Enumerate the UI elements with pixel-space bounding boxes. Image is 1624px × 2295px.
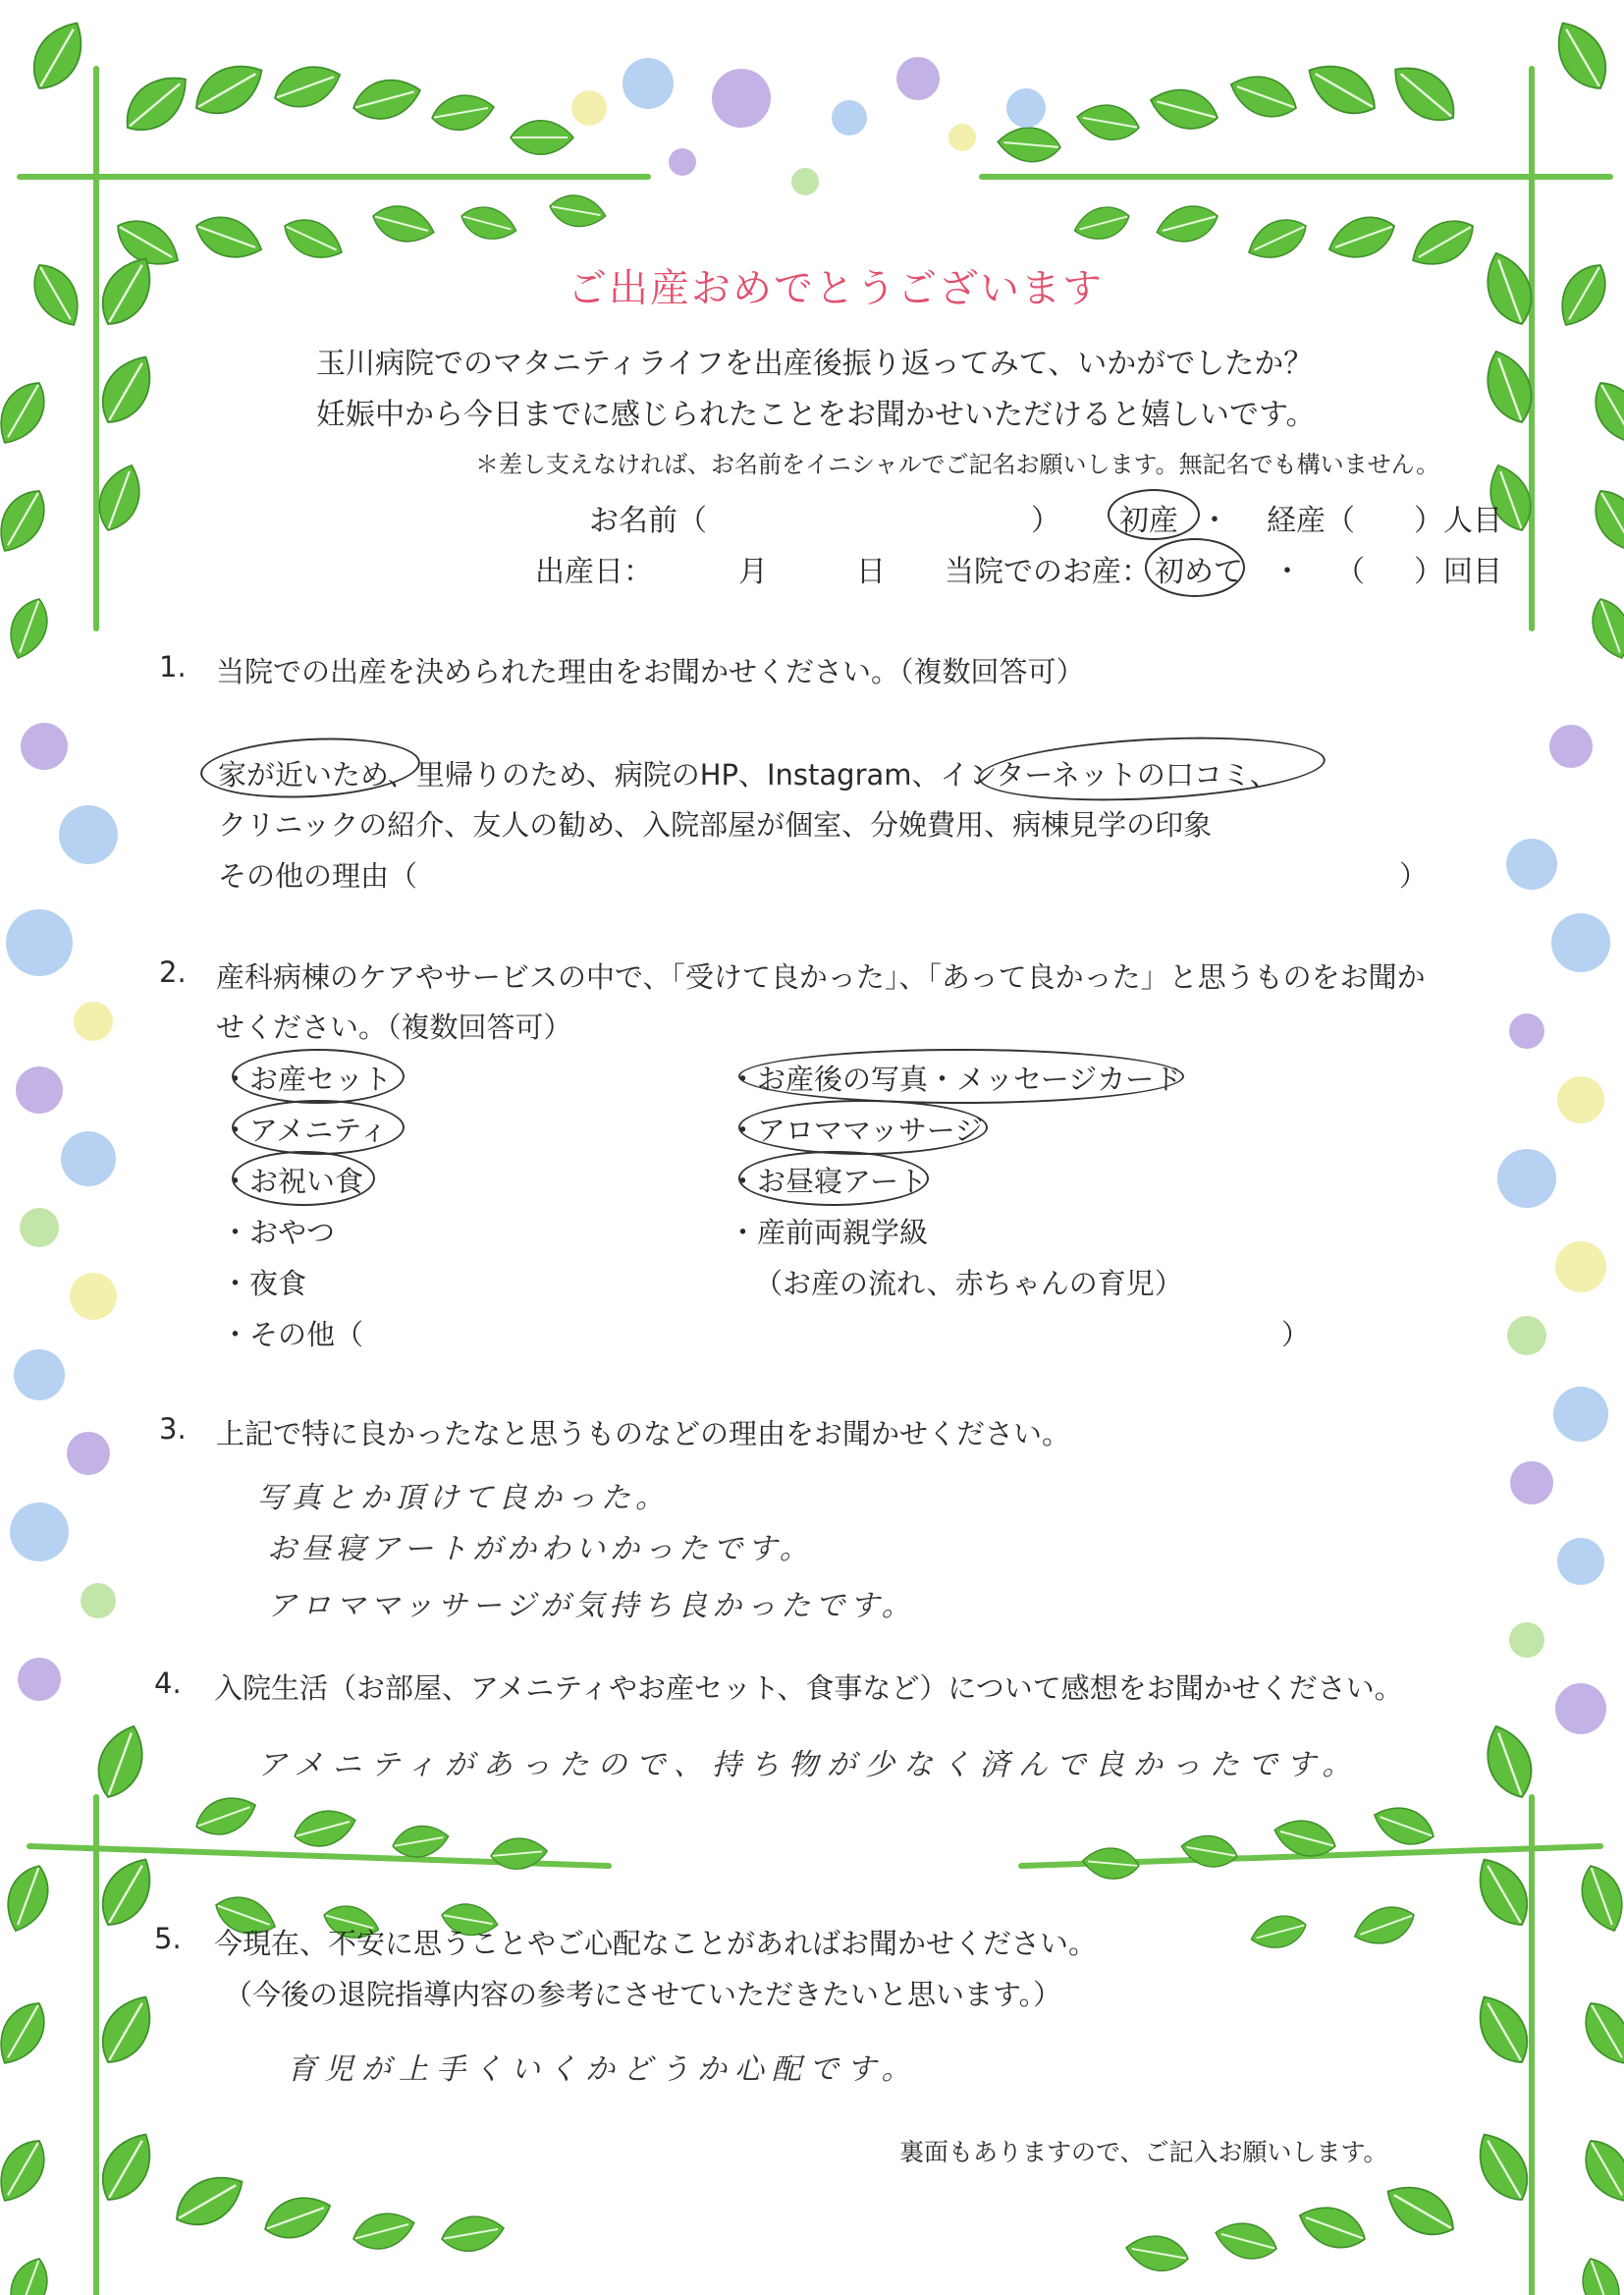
q2-question-line-1: 産科病棟のケアやサービスの中で、「受けて良かった」、「あって良かった」と思うものをお聞か xyxy=(216,960,1426,994)
leaf-icon xyxy=(1349,1899,1420,1952)
first-birth-option: 初産 xyxy=(1119,504,1178,538)
leaf-icon xyxy=(2,593,55,664)
q2-option-nap-art: ・お昼寝アート xyxy=(729,1165,928,1198)
q2-question-line-2: せください。（複数回答可） xyxy=(216,1011,572,1044)
q4-question: 入院生活（お部屋、アメニティやお産セット、食事など）について感想をお聞かせください。 xyxy=(214,1671,1403,1705)
q2-option-other-label: ・その他（ xyxy=(221,1318,364,1351)
q5-answer: 育児が上手くいくかどうか心配です。 xyxy=(287,2052,919,2087)
leaf-icon xyxy=(1378,2174,1463,2247)
leaf-icon xyxy=(1081,1846,1140,1882)
q2-option-parent-class: ・産前両親学級 xyxy=(729,1216,929,1249)
leaf-icon xyxy=(2,2253,55,2295)
leaf-icon xyxy=(1382,54,1466,134)
pastel-dot xyxy=(61,1131,116,1186)
leaf-icon xyxy=(429,90,497,135)
leaf-icon xyxy=(1123,2231,1191,2275)
q2-option-snack: ・おやつ xyxy=(221,1216,336,1249)
q1-options-middle: 里帰りのため、病院のHP、Instagram、 xyxy=(415,758,941,792)
q3-number: 3. xyxy=(159,1412,187,1446)
leaf-icon xyxy=(1299,53,1384,126)
name-field-close: ） xyxy=(1031,504,1060,538)
q2-number: 2. xyxy=(159,956,187,989)
leaf-icon xyxy=(1404,210,1483,277)
leaf-icon xyxy=(90,1987,163,2072)
pastel-dot xyxy=(1551,913,1610,972)
leaf-icon xyxy=(187,53,272,126)
leaf-icon xyxy=(1467,2124,1540,2210)
pastel-dot xyxy=(14,1349,65,1400)
leaf-icon xyxy=(511,121,573,155)
q2-option-aroma-massage: ・アロママッサージ xyxy=(729,1114,984,1147)
leaf-icon xyxy=(1212,2216,1281,2266)
pastel-dot xyxy=(59,805,118,864)
birth-day-label: 日 xyxy=(856,555,886,589)
leaf-icon xyxy=(439,2212,507,2256)
leaf-icon xyxy=(22,13,94,98)
leaf-icon xyxy=(1153,199,1222,248)
leaf-icon xyxy=(90,459,149,536)
q1-option-internet: インターネットの口コミ xyxy=(940,758,1250,792)
pastel-dot xyxy=(669,148,696,176)
q1-question: 当院での出産を決められた理由をお聞かせください。（複数回答可） xyxy=(216,655,1085,688)
pastel-dot xyxy=(948,124,976,151)
pastel-dot xyxy=(74,1002,113,1041)
leaf-icon xyxy=(1545,13,1618,98)
leaf-icon xyxy=(1146,82,1222,136)
pastel-dot xyxy=(1509,1622,1544,1658)
pastel-dot xyxy=(1497,1149,1556,1208)
q2-option-other-close: ） xyxy=(1281,1318,1311,1351)
pastel-dot xyxy=(712,69,771,128)
pastel-dot xyxy=(1553,1387,1608,1442)
pastel-dot xyxy=(18,1658,61,1701)
pastel-dot xyxy=(1557,1076,1604,1123)
leaf-icon xyxy=(1549,256,1616,335)
pastel-dot xyxy=(70,1273,117,1320)
birth-date-label: 出産日： xyxy=(535,555,653,589)
leaf-icon xyxy=(167,2164,252,2237)
leaf-icon xyxy=(269,57,347,116)
bullet-separator: ・ xyxy=(1200,504,1229,538)
leaf-icon xyxy=(547,191,608,232)
bullet-separator-2: ・ xyxy=(1272,555,1302,589)
leaf-icon xyxy=(1467,1849,1540,1935)
leaf-icon xyxy=(90,347,163,432)
experienced-birth-option: 経産（ xyxy=(1267,504,1355,538)
q1-separator: 、 xyxy=(387,758,416,792)
q4-answer: アメニティがあったので、持ち物が少なく済んで良かったです。 xyxy=(257,1748,1361,1782)
pastel-dot xyxy=(1506,839,1557,890)
q3-question: 上記で特に良かったなと思うものなどの理由をお聞かせください。 xyxy=(216,1417,1071,1450)
leaf-icon xyxy=(24,256,90,335)
leaf-icon xyxy=(1575,1994,1624,2073)
q2-option-amenity: ・アメニティ xyxy=(221,1114,388,1147)
leaf-icon xyxy=(291,1804,360,1853)
leaf-icon xyxy=(1585,482,1624,561)
birth-month-label: 月 xyxy=(738,555,768,589)
leaf-icon xyxy=(190,208,268,267)
leaf-icon xyxy=(1467,1987,1540,2072)
pastel-dot xyxy=(791,168,819,195)
leaf-icon xyxy=(1242,210,1314,267)
q1-number: 1. xyxy=(159,650,187,683)
q1-other-reason-label: その他の理由（ xyxy=(218,859,418,893)
q3-answer-line-2: お昼寝アートがかわいかったです。 xyxy=(267,1532,814,1566)
leaf-icon xyxy=(90,2124,163,2210)
leaf-icon xyxy=(1575,2253,1624,2295)
intro-line-2: 妊娠中から今日までに感じられたことをお聞かせいただけると嬉しいです。 xyxy=(316,398,1316,432)
leaf-icon xyxy=(1585,593,1624,664)
q5-question-line-2: （今後の退院指導内容の参考にさせていただきたいと思います。） xyxy=(224,1978,1062,2011)
leaf-icon xyxy=(1224,67,1302,126)
first-time-option: 初めて xyxy=(1155,555,1243,589)
leaf-icon xyxy=(0,1860,57,1938)
q1-options-line-1 xyxy=(218,753,1278,793)
pastel-dot xyxy=(1006,88,1046,128)
leaf-icon xyxy=(458,201,520,246)
pastel-dot xyxy=(1557,1538,1604,1585)
leaf-icon xyxy=(1179,1831,1240,1872)
q4-number: 4. xyxy=(154,1667,182,1700)
pastel-dot xyxy=(10,1503,69,1561)
leaf-icon xyxy=(259,2188,337,2247)
leaf-icon xyxy=(369,199,439,248)
pastel-dot xyxy=(623,58,674,109)
leaf-icon xyxy=(349,72,425,126)
times-suffix: ）回目 xyxy=(1414,555,1502,589)
leaf-icon xyxy=(115,64,198,143)
leaf-icon xyxy=(1323,208,1400,267)
leaf-icon xyxy=(0,374,55,453)
q1-separator-2: 、 xyxy=(1249,758,1278,792)
pastel-dot xyxy=(1507,1316,1546,1355)
leaf-icon xyxy=(1369,1799,1439,1852)
pastel-dot xyxy=(1555,1683,1606,1734)
pastel-dot xyxy=(81,1583,116,1618)
leaf-icon xyxy=(90,1849,163,1935)
leaf-icon xyxy=(278,210,350,267)
q2-option-birth-set: ・お産セット xyxy=(221,1063,393,1096)
q3-answer-line-3: アロママッサージが気持ち良かったです。 xyxy=(267,1589,916,1623)
q2-option-celebration-meal: ・お祝い食 xyxy=(221,1165,364,1198)
q5-number: 5. xyxy=(154,1922,182,1955)
leaf-icon xyxy=(1477,1720,1541,1804)
leaf-icon xyxy=(89,1720,153,1804)
leaf-icon xyxy=(0,482,55,561)
q2-option-photo-card: ・お産後の写真・メッセージカード xyxy=(729,1063,1183,1096)
times-open: （ xyxy=(1335,555,1365,589)
leaf-icon xyxy=(1074,100,1142,144)
leaf-icon xyxy=(1070,201,1133,246)
pastel-dot xyxy=(67,1432,110,1475)
name-label: お名前（ xyxy=(589,504,707,538)
initials-note: ＊差し支えなければ、お名前をイニシャルでご記名お願いします。無記名でも構いません。 xyxy=(475,451,1440,478)
leaf-icon xyxy=(350,2207,419,2256)
pastel-dot xyxy=(1510,1461,1553,1504)
leaf-icon xyxy=(0,2132,55,2211)
q3-answer-line-1: 写真とか頂けて良かった。 xyxy=(257,1481,670,1515)
pastel-dot xyxy=(1555,1241,1606,1292)
q2-option-night-meal: ・夜食 xyxy=(221,1267,307,1300)
pastel-dot xyxy=(1549,725,1593,768)
q1-options-line-2: クリニックの紹介、友人の勧め、入院部屋が個室、分娩費用、病棟見学の印象 xyxy=(218,808,1213,842)
leaf-icon xyxy=(1293,2198,1371,2257)
leaf-icon xyxy=(997,125,1062,164)
pastel-dot xyxy=(896,57,940,100)
q5-question-line-1: 今現在、不安に思うことやご心配なことがあればお聞かせください。 xyxy=(214,1927,1098,1960)
intro-line-1: 玉川病院でのマタニティライフを出産後振り返ってみて、いかがでしたか？ xyxy=(316,347,1314,381)
pastel-dot xyxy=(832,100,867,136)
q1-option-near-home: 家が近いため xyxy=(218,758,388,792)
leaf-icon xyxy=(1585,374,1624,453)
pastel-dot xyxy=(20,1208,59,1247)
q2-option-parent-class-detail: （お産の流れ、赤ちゃんの育児） xyxy=(754,1267,1183,1300)
page-title: ご出産おめでとうございます xyxy=(568,266,1104,311)
experienced-suffix: ）人目 xyxy=(1414,504,1502,538)
pastel-dot xyxy=(16,1066,63,1114)
leaf-icon xyxy=(1575,2132,1624,2211)
q1-other-reason-close: ） xyxy=(1399,859,1429,893)
footer-note: 裏面もありますので、ご記入お願いします。 xyxy=(899,2138,1388,2166)
leaf-icon xyxy=(1573,1860,1624,1938)
leaf-icon xyxy=(1247,1910,1310,1954)
leaf-icon xyxy=(0,1994,55,2073)
pastel-dot xyxy=(6,909,73,976)
pastel-dot xyxy=(21,723,68,770)
leaf-icon xyxy=(190,1789,261,1842)
hospital-birth-label: 当院でのお産： xyxy=(945,555,1151,589)
pastel-dot xyxy=(1509,1013,1544,1049)
pastel-dot xyxy=(571,90,607,126)
leaf-icon xyxy=(390,1822,451,1862)
